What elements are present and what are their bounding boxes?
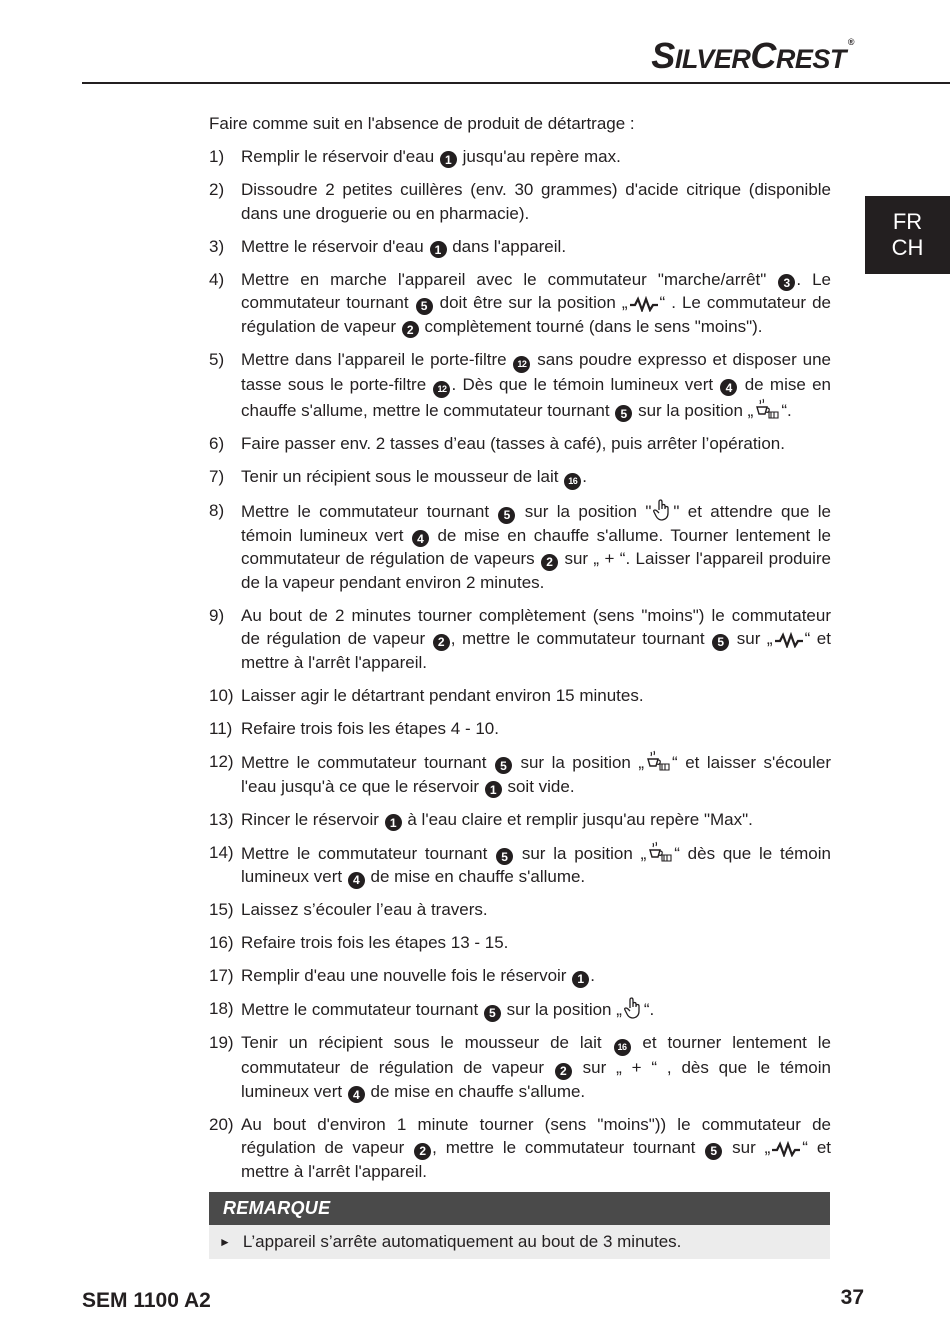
remark-text: L’appareil s’arrête automatiquement au bout de 3 minutes. <box>242 1232 682 1251</box>
step-number: 20) <box>209 1114 234 1134</box>
step-14 <box>209 841 831 889</box>
step-text: Mettre le commutateur tournant 5 sur la position „ “ et laisser s'écouler l'eau jusqu'à ce que le réservoir 1 soit vide. <box>241 750 831 798</box>
indicator-light-badge: 4 <box>412 530 429 547</box>
step-number: 12) <box>209 751 234 771</box>
step-8 <box>209 499 831 594</box>
step-text: Refaire trois fois les étapes 13 - 15. <box>241 933 509 953</box>
rotary-switch-badge: 5 <box>496 848 513 865</box>
step-number: 2) <box>209 179 225 199</box>
intro-text: Faire comme suit en l'absence de produit de détartrage : <box>209 114 635 133</box>
step-3 <box>209 235 831 259</box>
step-number: 3) <box>209 236 225 256</box>
filter-holder-badge: 12 <box>513 356 530 373</box>
steam-control-badge: 2 <box>402 321 419 338</box>
step-20 <box>209 1113 831 1184</box>
step-13 <box>209 808 831 832</box>
steam-control-badge: 2 <box>414 1143 431 1160</box>
indicator-light-badge: 4 <box>720 379 737 396</box>
step-text: Mettre le réservoir d'eau 1 dans l'appareil. <box>241 236 567 257</box>
model-number: SEM 1100 A2 <box>82 1289 211 1312</box>
coffee-output-icon <box>754 398 780 420</box>
steam-control-badge: 2 <box>555 1063 572 1080</box>
brand-logo: SILVERCREST® <box>651 35 854 76</box>
header-rule <box>82 82 950 84</box>
step-11 <box>209 717 831 741</box>
step-number: 15) <box>209 900 234 920</box>
step-4 <box>209 268 831 339</box>
heating-zigzag-icon <box>774 632 804 648</box>
step-text: Tenir un récipient sous le mousseur de lait 16 . <box>241 465 831 490</box>
rotary-switch-badge: 5 <box>484 1005 501 1022</box>
step-text: Au bout d'environ 1 minute tourner (sens "moins")) le commutateur de régulation de vapeur 2 , mettre le commutateur tournant 5 sur „ “ et mettre à l'arrêt l'appareil. <box>241 1114 831 1181</box>
step-number: 1) <box>209 146 225 166</box>
milk-frother-badge: 16 <box>614 1039 631 1056</box>
step-number: 6) <box>209 433 225 453</box>
remark-body <box>209 1225 830 1259</box>
step-text: Tenir un récipient sous le mousseur de lait 16 et tourner lentement le commutateur de régulation de vapeur 2 sur „ + “ , dès que le témoin lumineux vert 4 de mise en chauffe s'allume. <box>241 1033 831 1102</box>
rotary-switch-badge: 5 <box>705 1143 722 1160</box>
step-text: Laisser agir le détartrant pendant environ 15 minutes. <box>241 686 644 705</box>
rotary-switch-badge: 5 <box>712 634 729 651</box>
step-text: Faire passer env. 2 tasses d’eau (tasses à café), puis arrêter l’opération. <box>241 433 785 453</box>
step-number: 17) <box>209 966 234 986</box>
step-text: Remplir d'eau une nouvelle fois le réservoir 1 . <box>241 966 595 987</box>
step-text: Rincer le réservoir 1 à l'eau claire et remplir jusqu'au repère "Max". <box>241 809 753 830</box>
step-2 <box>209 178 831 225</box>
step-number: 5) <box>209 349 225 369</box>
steam-hand-icon <box>652 499 672 521</box>
step-18 <box>209 997 831 1022</box>
step-text: Mettre le commutateur tournant 5 sur la position " " et attendre que le témoin lumineux vert 4 de mise en chauffe s'allume. Tourner lentement le commutateur de régulation de vapeurs 2 sur „ + “. Laisser l'appareil produire de la vapeur pendant environ 2 minutes. <box>241 499 831 594</box>
steam-control-badge: 2 <box>433 634 450 651</box>
step-text: Laissez s’écouler l’eau à travers. <box>241 900 488 920</box>
step-17 <box>209 964 831 988</box>
milk-frother-badge: 16 <box>564 473 581 490</box>
rotary-switch-badge: 5 <box>495 757 512 774</box>
step-6 <box>209 432 831 456</box>
indicator-light-badge: 4 <box>348 872 365 889</box>
step-number: 9) <box>209 605 225 625</box>
step-text: Mettre dans l'appareil le porte-filtre 12 sans poudre expresso et disposer une tasse sous le porte-filtre 12 . Dès que le témoin lumineux vert 4 de mise en chauffe s'allume, mettre le commutateur tournant 5 sur la position „ “. <box>241 349 831 421</box>
rotary-switch-badge: 5 <box>498 507 515 524</box>
water-tank-badge: 1 <box>485 781 502 798</box>
step-text: Mettre le commutateur tournant 5 sur la position „ “ dès que le témoin lumineux vert 4 de mise en chauffe s'allume. <box>241 841 831 889</box>
instructions <box>209 112 831 1193</box>
steam-control-badge: 2 <box>541 554 558 571</box>
coffee-output-icon <box>647 841 673 863</box>
step-text: Remplir le réservoir d'eau 1 jusqu'au repère max. <box>241 146 621 167</box>
remark-box <box>209 1192 830 1259</box>
remark-title: REMARQUE <box>209 1192 830 1225</box>
coffee-output-icon <box>645 750 671 772</box>
step-15 <box>209 898 831 922</box>
step-7 <box>209 465 831 490</box>
language-code: FR <box>892 209 923 234</box>
step-number: 11) <box>209 718 233 738</box>
bullet-arrow-icon: ► <box>219 1235 231 1249</box>
step-number: 10) <box>209 686 234 705</box>
water-tank-badge: 1 <box>440 151 457 168</box>
language-tab <box>865 196 950 274</box>
step-number: 19) <box>209 1033 234 1053</box>
step-number: 4) <box>209 269 225 289</box>
step-text: Refaire trois fois les étapes 4 - 10. <box>241 718 499 738</box>
step-9 <box>209 604 831 675</box>
step-text: Dissoudre 2 petites cuillères (env. 30 grammes) d'acide citrique (disponible dans une droguerie ou en pharmacie). <box>241 179 831 223</box>
step-text: Mettre le commutateur tournant 5 sur la position „ “. <box>241 997 831 1022</box>
step-16 <box>209 931 831 955</box>
indicator-light-badge: 4 <box>348 1086 365 1103</box>
step-text: Mettre en marche l'appareil avec le commutateur "marche/arrêt" 3 . Le commutateur tournant 5 doit être sur la position „ “ . Le commutateur de régulation de vapeur 2 complètement tourné (dans le sens "moins"). <box>241 269 831 337</box>
rotary-switch-badge: 5 <box>416 298 433 315</box>
heating-zigzag-icon <box>629 296 659 312</box>
filter-holder-badge: 12 <box>433 381 450 398</box>
step-12 <box>209 750 831 798</box>
step-number: 7) <box>209 466 225 486</box>
rotary-switch-badge: 5 <box>615 405 632 422</box>
step-10 <box>209 684 831 708</box>
step-number: 16) <box>209 933 234 953</box>
water-tank-badge: 1 <box>385 814 402 831</box>
page-number: 37 <box>840 1286 864 1309</box>
step-5 <box>209 348 831 423</box>
heating-zigzag-icon <box>771 1141 801 1157</box>
steam-hand-icon <box>623 997 643 1019</box>
step-19 <box>209 1031 831 1103</box>
step-number: 13) <box>209 809 234 829</box>
step-1 <box>209 145 831 169</box>
water-tank-badge: 1 <box>572 971 589 988</box>
step-text: Au bout de 2 minutes tourner complètement (sens "moins") le commutateur de régulation de vapeur 2 , mettre le commutateur tournant 5 sur „ “ et mettre à l'arrêt l'appareil. <box>241 605 831 673</box>
step-number: 8) <box>209 501 225 521</box>
step-number: 18) <box>209 999 234 1019</box>
power-switch-badge: 3 <box>778 274 795 291</box>
step-number: 14) <box>209 842 234 862</box>
country-code: CH <box>891 235 924 260</box>
water-tank-badge: 1 <box>430 241 447 258</box>
